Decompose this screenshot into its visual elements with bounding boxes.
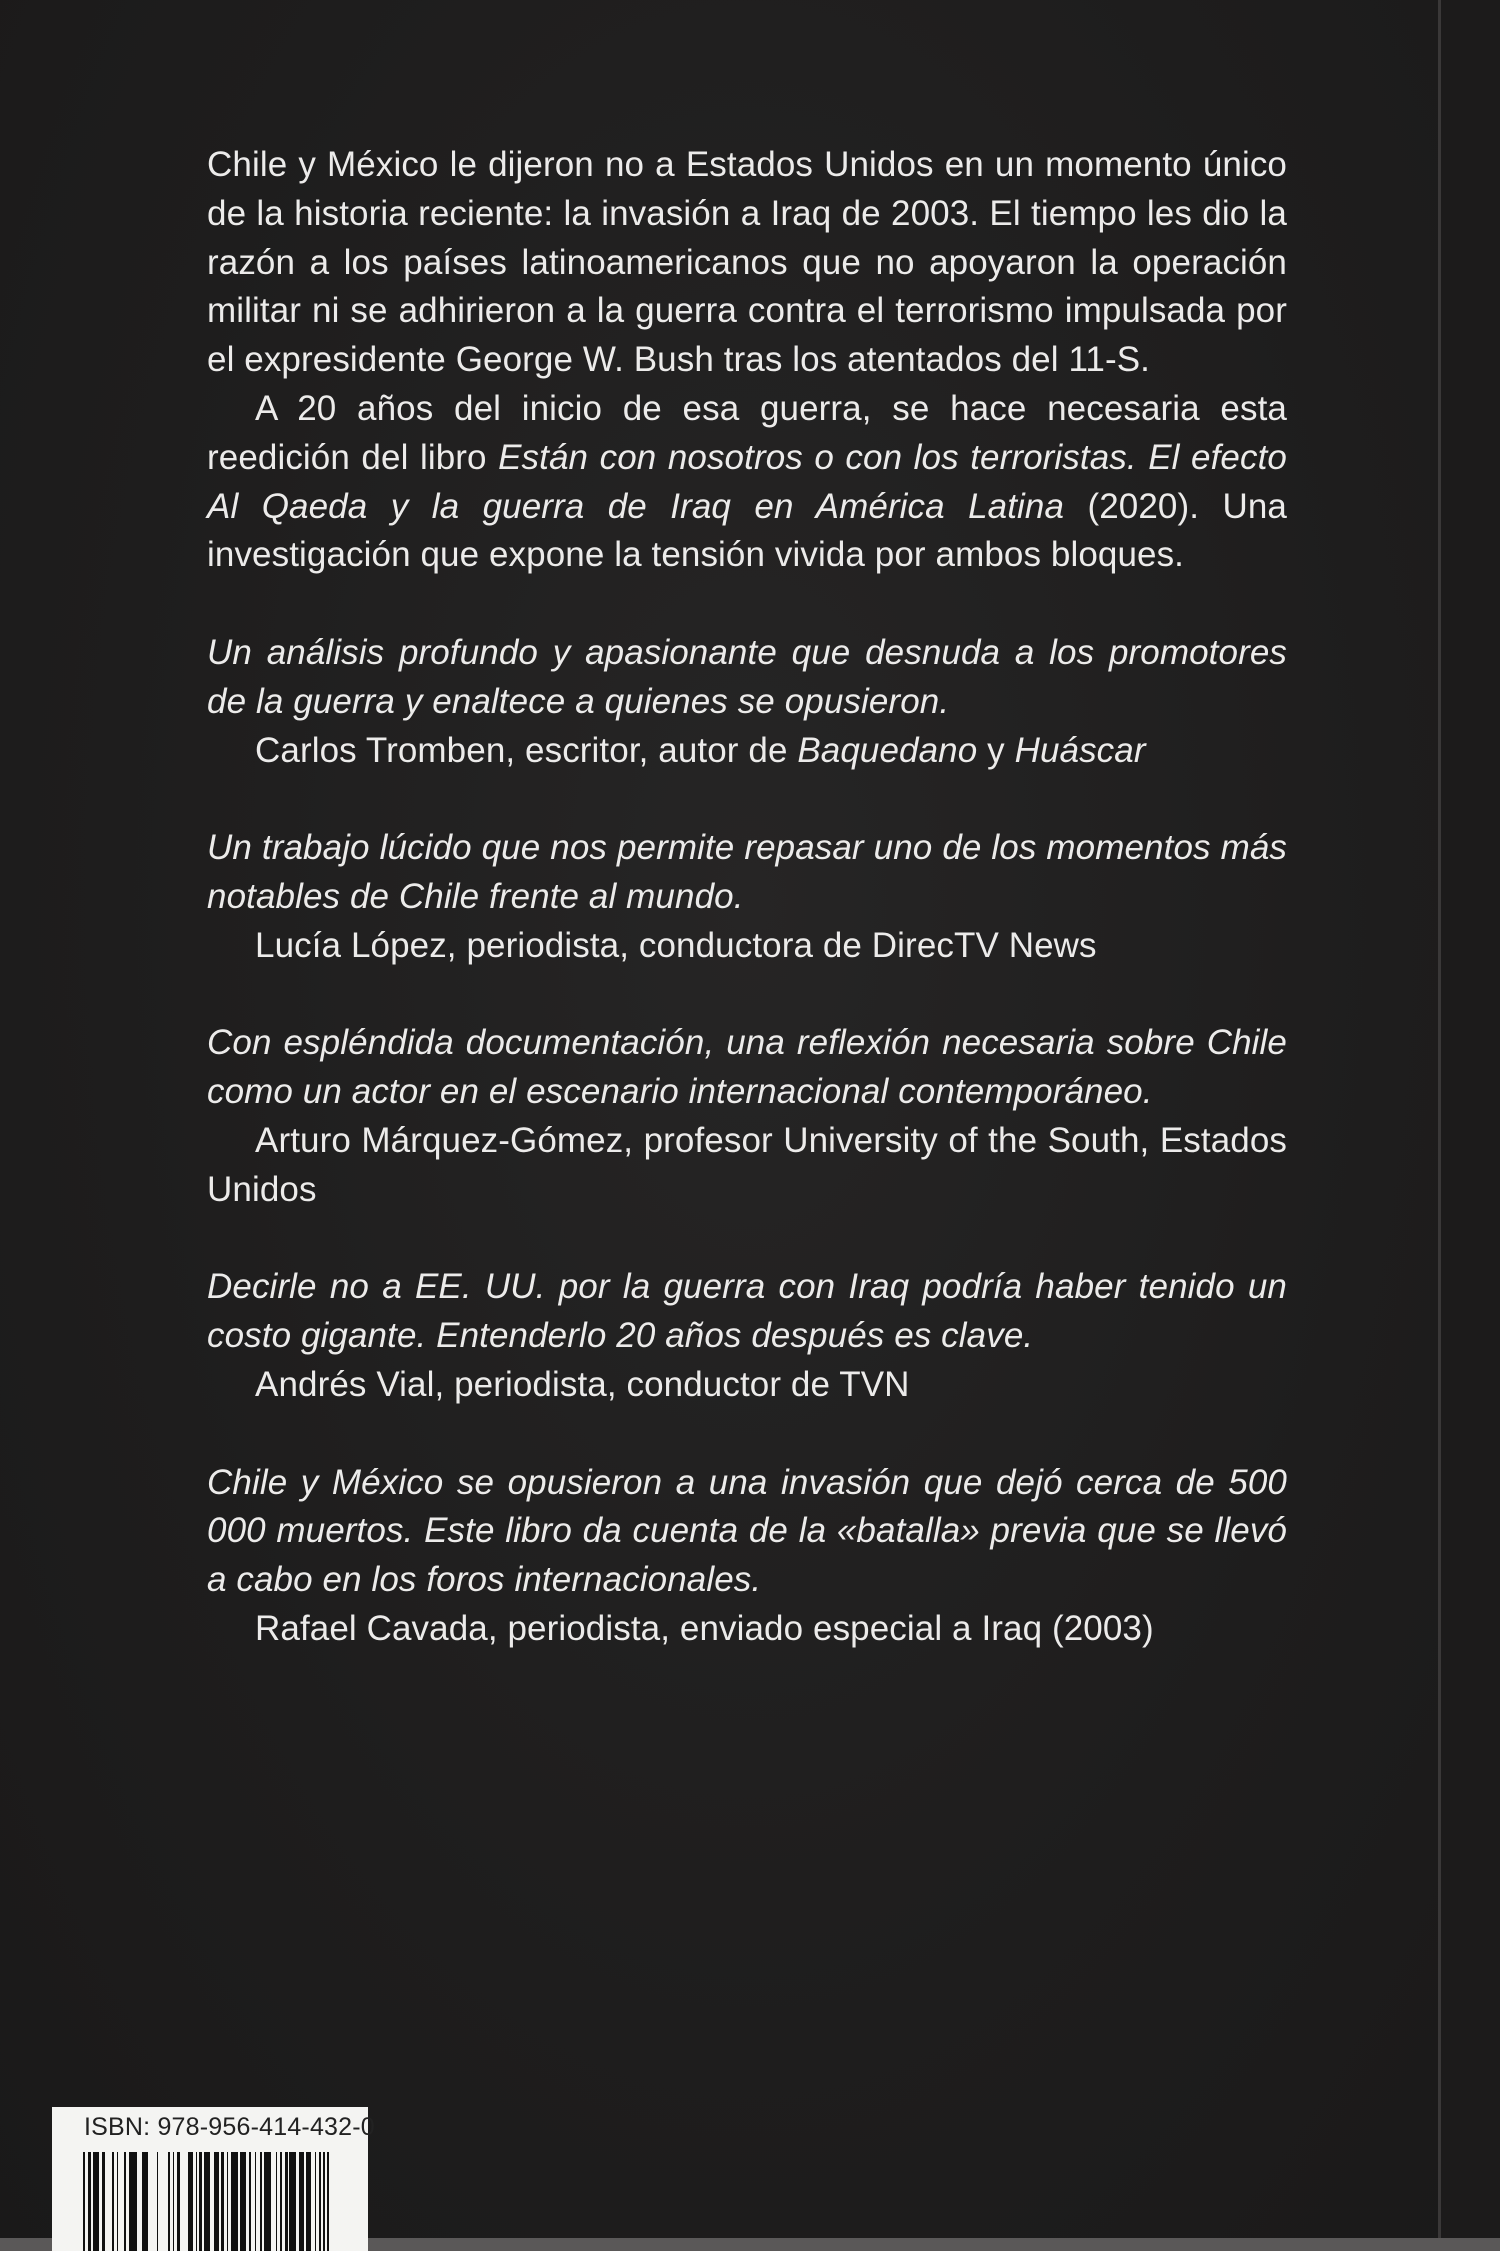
attribution-text: Carlos Tromben, escritor, autor de: [255, 730, 798, 770]
intro-text: A 20 años del inicio de esa guerra, se hace necesaria esta reedición del libro: [207, 388, 1287, 477]
blurb-quote: Chile y México se opusieron a una invasión que dejó cerca de 500 000 muertos. Este libro da cuenta de la «batalla» previa que se llevó a cabo en los foros internacionales.: [207, 1462, 1287, 1600]
blurb-attribution: Arturo Márquez-Gómez, profesor University of the South, Estados Unidos: [207, 1120, 1287, 1209]
barcode-bar: [327, 2152, 329, 2251]
spine: [1441, 0, 1500, 2251]
book-title: Baquedano: [797, 730, 978, 770]
blurb-attribution: Lucía López, periodista, conductora de DirecTV News: [255, 925, 1097, 965]
barcode-space: [180, 2152, 189, 2251]
intro-paragraph-2: [207, 385, 1287, 580]
blurb-attribution: [207, 727, 1287, 776]
blurb-quote: Un trabajo lúcido que nos permite repasar uno de los momentos más notables de Chile frente al mundo.: [207, 828, 1287, 916]
barcode-bar: [129, 2152, 137, 2251]
attribution-text: y: [977, 730, 1015, 770]
barcode-space: [105, 2152, 112, 2251]
barcode-space: [158, 2152, 168, 2251]
barcode-label: [52, 2107, 375, 2251]
barcode-bar: [231, 2152, 238, 2251]
blurb-attribution: Andrés Vial, periodista, conductor de TVN: [255, 1364, 910, 1404]
isbn-number: ISBN: 978-956-414-432-0: [84, 2113, 375, 2141]
book-title: Huáscar: [1014, 730, 1146, 770]
barcode: [83, 2152, 355, 2251]
blurb-quote: Decirle no a EE. UU. por la guerra con Iraq podría haber tenido un costo gigante. Entenderlo 20 años después es clave.: [207, 1267, 1287, 1356]
back-cover-text: [207, 141, 1287, 1654]
barcode-space: [148, 2152, 157, 2251]
blurb-quote: Un análisis profundo y apasionante que desnuda a los promotores de la guerra y enaltece a quienes se opusieron.: [207, 632, 1287, 721]
barcode-bar: [264, 2152, 271, 2251]
barcode-bar: [93, 2152, 100, 2251]
barcode-bar: [204, 2152, 211, 2251]
blurb-quote: Con espléndida documentación, una reflexión necesaria sobre Chile como un actor en el escenario internacional contemporáneo.: [207, 1023, 1287, 1112]
intro-paragraph-1: Chile y México le dijeron no a Estados Unidos en un momento único de la historia reciente: la invasión a Iraq de 2003. El tiempo les dio la razón a los países latinoamericanos que no apoyaron la operación militar ni se adhirieron a la guerra contra el terrorismo impulsada por el expresidente George W. Bush tras los atentados del 11-S.: [207, 145, 1287, 380]
barcode-bar: [289, 2152, 296, 2251]
blurb-attribution: Rafael Cavada, periodista, enviado especial a Iraq (2003): [255, 1608, 1154, 1648]
book-title: Están con nosotros o con los terroristas. El efecto Al Qaeda y la guerra de Iraq en América Latina: [207, 437, 1287, 526]
intro-text: (2020). Una investigación que expone la tensión vivida por ambos bloques.: [207, 486, 1287, 575]
